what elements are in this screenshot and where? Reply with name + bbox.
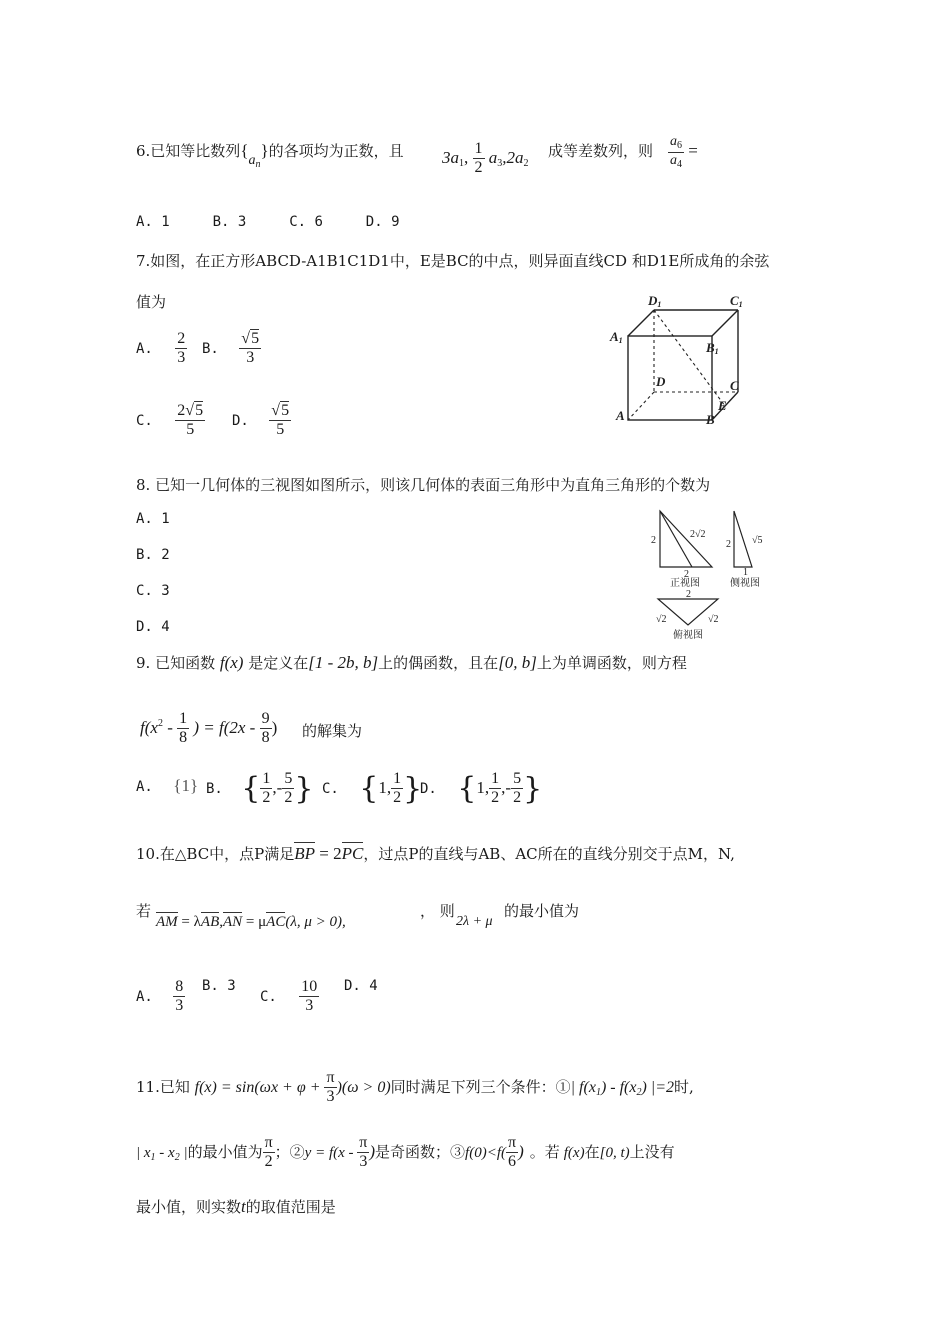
side-height-label: 2 — [726, 539, 731, 550]
q6-option-c[interactable]: C. 6 — [289, 214, 323, 230]
label-c1: C1 — [730, 293, 743, 309]
q7-line2: 值为 — [136, 293, 167, 311]
q6-option-a[interactable]: A. 1 — [136, 214, 170, 230]
q7-option-d[interactable]: D. $\frac{√5}{5}$ — [232, 402, 290, 439]
side-hyp-label: √5 — [752, 535, 763, 546]
q11-line2: | $x_1 - x_2$ |的最小值为 $\frac{\pi}{2}$ ；②y = f(x - $\frac{\pi}{3}$ )是奇函数；③f(0)<f( $\frac{\pi}{6}$ ) 。若 f(x)在[0, t)上没有 — [136, 1134, 675, 1171]
q6-options — [136, 214, 400, 230]
label-b1: B1 — [706, 340, 719, 356]
label-b: B — [706, 412, 715, 427]
front-hyp-label: 2√2 — [690, 529, 706, 540]
q6-half-fraction: $\frac{1}{2}$ — [474, 140, 483, 177]
q6-option-d[interactable]: D. 9 — [365, 214, 400, 230]
q8-option-a[interactable]: A. 1 — [136, 511, 170, 527]
q7-cube-figure — [608, 292, 758, 432]
q6-stem: 6.已知等比数列$\{a_n\}$的各项均为正数，且 — [136, 141, 404, 170]
q8-stem: 8. 已知一几何体的三视图如图所示，则该几何体的表面三角形中为直角三角形的个数为 — [136, 476, 711, 494]
q9-equation: $f(x^2$ - $\frac{1}{8}$ ) = f(2x - $\frac{9}{8}$ ) — [140, 710, 278, 747]
front-width-label: 2 — [684, 569, 689, 580]
q6-ratio: $\frac{a_6}{a_4}$ = — [670, 134, 698, 170]
q9-option-d[interactable]: D. {1, $\frac{1}{2}$ ,- $\frac{5}{2}$ } — [420, 770, 543, 807]
q9-stem-e: 的解集为 — [302, 722, 363, 740]
top-left-label: √2 — [656, 614, 667, 625]
side-width-label: 1 — [743, 567, 748, 578]
cube-front-face — [628, 336, 712, 420]
q7-option-b[interactable]: B. $\frac{√5}{3}$ — [202, 330, 260, 367]
q7-option-c[interactable]: C. $\frac{2√5}{5}$ — [136, 402, 204, 439]
q9-option-c[interactable]: C. {1, $\frac{1}{2}$ } — [322, 770, 423, 807]
q10-stem-c: 的最小值为 — [504, 902, 580, 920]
q10-if: 若 — [136, 902, 152, 920]
q8-option-d[interactable]: D. 4 — [136, 619, 170, 635]
label-a: A — [616, 408, 625, 423]
side-view-triangle — [734, 511, 752, 567]
q6-option-b[interactable]: B. 3 — [212, 214, 247, 230]
q11-line1: 11.已知 f(x) = sin(ωx + φ + $\frac{\pi}{3}$ )(ω > 0)同时满足下列三个条件：①| $f(x_1) - f(x_2)$ |=2时, — [136, 1069, 694, 1106]
top-view-caption: 俯视图 — [673, 630, 703, 641]
label-d: D — [656, 374, 666, 389]
q8-option-b[interactable]: B. 2 — [136, 547, 170, 563]
q6-terms: $3a_1$, $\frac{1}{2}$ $a_3,2a_2$ — [442, 140, 529, 177]
q6-stem-c: 成等差数列，则 — [548, 142, 654, 160]
q10-option-c[interactable]: C. $\frac{10}{3}$ — [260, 978, 318, 1015]
q7-option-a[interactable]: A. $\frac{2}{3}$ — [136, 330, 186, 367]
label-e: E — [718, 398, 727, 413]
q11-line3: 最小值，则实数t的取值范围是 — [136, 1197, 336, 1216]
q8-option-c[interactable]: C. 3 — [136, 583, 170, 599]
q10-option-a[interactable]: A. $\frac{8}{3}$ — [136, 978, 184, 1015]
label-a1: A1 — [610, 329, 623, 345]
q10-condition: AM = λAB,AN = μAC(λ, μ > 0), — [156, 914, 346, 930]
top-right-label: √2 — [708, 614, 719, 625]
q10-stem: 10.在△BC中，点P满足BP = 2PC，过点P的直线与AB、AC所在的直线分别交于点M，N, — [136, 844, 735, 863]
q9-stem: 9. 已知函数 f(x) 是定义在[1 - 2b, b]上的偶函数，且在[0, b]上为单调函数，则方程 — [136, 653, 687, 672]
side-view-caption: 侧视图 — [730, 578, 760, 589]
q9-option-b[interactable]: B. { $\frac{1}{2}$ ,- $\frac{5}{2}$ } — [206, 770, 314, 807]
front-view-caption: 正视图 — [670, 578, 700, 589]
q10-option-b[interactable]: B. 3 — [202, 978, 236, 994]
q7-line1: 7.如图，在正方形ABCD-A1B1C1D1中，E是BC的中点，则异面直线CD 和D1E所成角的余弦 — [136, 252, 770, 270]
front-height-label: 2 — [651, 535, 656, 546]
q10-option-d[interactable]: D. 4 — [344, 978, 378, 994]
q10-then: ， 则 — [420, 902, 455, 920]
q10-expr: 2λ + μ — [456, 914, 493, 929]
label-c: C — [730, 378, 739, 393]
label-d1: D1 — [648, 293, 662, 309]
q8-three-views-figure — [640, 505, 780, 645]
q9-option-a[interactable]: A. {1} — [136, 776, 199, 795]
top-width-label: 2 — [686, 589, 691, 600]
